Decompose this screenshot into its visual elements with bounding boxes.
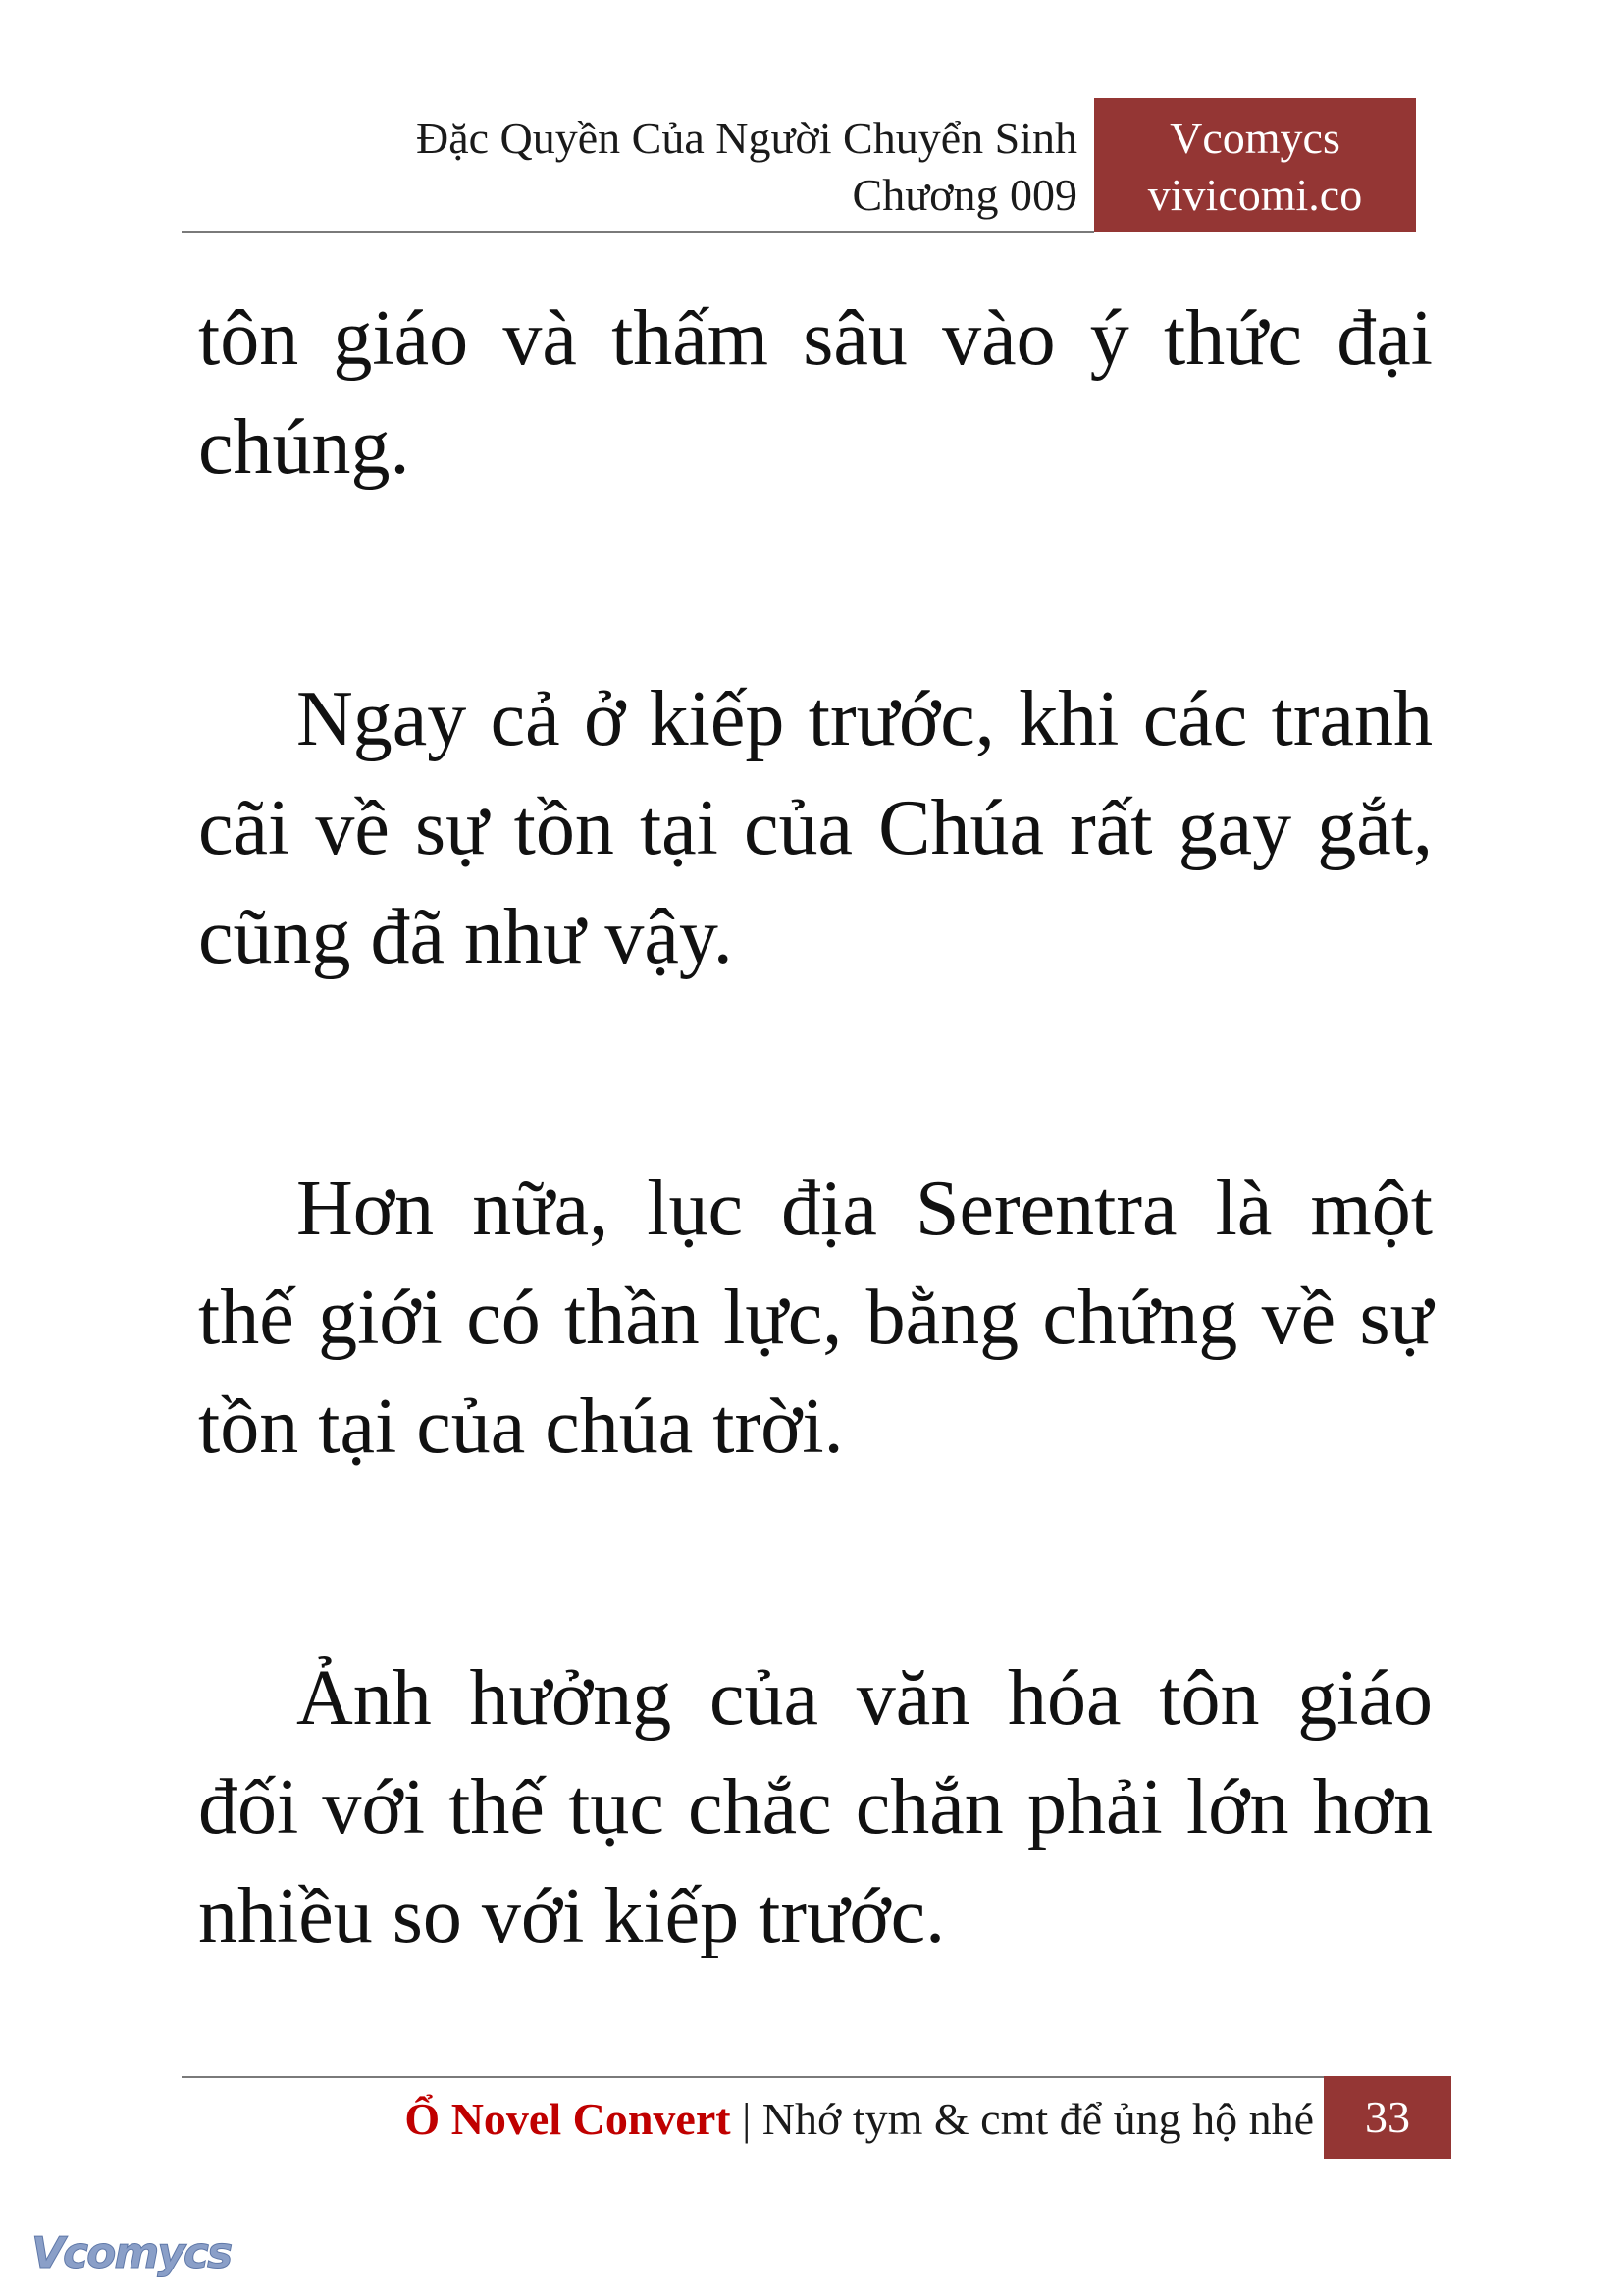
chapter-label: Chương 009 (852, 170, 1077, 220)
footer-brand: Ổ Novel Convert (404, 2094, 731, 2144)
svg-text:Vcomycs: Vcomycs (31, 2228, 232, 2278)
paragraph-4: Ảnh hưởng của văn hóa tôn giáo đối với thế tục chắc chắn phải lớn hơn nhiều so với kiếp trước. (198, 1655, 1433, 1959)
footer-divider (182, 2076, 1325, 2078)
page-footer (182, 2076, 1451, 2159)
page-number: 33 (1324, 2076, 1451, 2159)
paragraph-1: tôn giáo và thấm sâu vào ý thức đại chúng. (198, 295, 1433, 491)
page-header (182, 98, 1416, 233)
watermark-logo-icon (27, 2222, 243, 2281)
footer-separator: | (742, 2094, 752, 2144)
header-title-block (416, 110, 1077, 224)
paragraph-2: Ngay cả ở kiếp trước, khi các tranh cãi về sự tồn tại của Chúa rất gay gắt, cũng đã như vậy. (198, 676, 1433, 980)
book-title: Đặc Quyền Của Người Chuyển Sinh (415, 113, 1077, 163)
footer-text (404, 2090, 1314, 2149)
site-name: Vcomycs (1170, 113, 1340, 163)
footer-message: Nhớ tym & cmt để ủng hộ nhé (761, 2094, 1314, 2144)
site-url: vivicomi.co (1147, 170, 1363, 220)
watermark-logo (27, 2222, 243, 2281)
chapter-content (198, 285, 1433, 2134)
paragraph-3: Hơn nữa, lục địa Serentra là một thế giới có thần lực, bằng chứng về sự tồn tại của chúa trời. (198, 1166, 1433, 1470)
site-badge (1094, 98, 1416, 232)
header-divider (182, 231, 1094, 233)
